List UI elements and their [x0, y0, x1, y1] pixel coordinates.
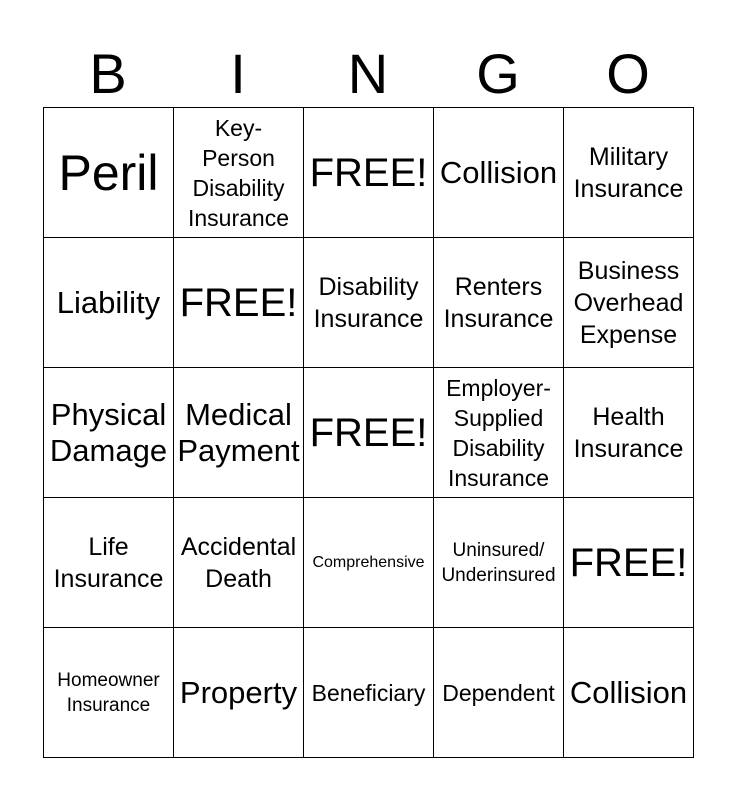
bingo-cell	[434, 108, 564, 238]
bingo-cell	[174, 238, 304, 368]
cell-text: Business Overhead Expense	[573, 256, 684, 349]
bingo-cell	[304, 238, 434, 368]
header-letter-b: B	[89, 42, 127, 105]
bingo-cell	[174, 108, 304, 238]
cell-text: FREE!	[309, 150, 428, 195]
cell-text: Beneficiary	[311, 679, 426, 706]
bingo-cell	[564, 238, 694, 368]
cell-text: Collision	[569, 674, 688, 710]
cell-text: Physical Damage	[49, 396, 168, 468]
cell-text: Comprehensive	[312, 553, 425, 571]
bingo-cell	[44, 238, 174, 368]
board-row	[44, 498, 694, 628]
cell-text: Disability Insurance	[313, 272, 424, 333]
bingo-cell	[44, 108, 174, 238]
cell-text: Property	[179, 674, 298, 710]
bingo-cell	[304, 108, 434, 238]
bingo-cell	[564, 368, 694, 498]
header-letter-g: G	[476, 42, 520, 105]
bingo-cell	[564, 628, 694, 758]
cell-text: Health Insurance	[573, 402, 684, 463]
bingo-cell	[564, 498, 694, 628]
bingo-cell	[174, 498, 304, 628]
cell-text: Employer- Supplied Disability Insurance	[446, 374, 551, 491]
bingo-cell	[304, 368, 434, 498]
board-row	[44, 628, 694, 758]
cell-text: Military Insurance	[573, 142, 684, 203]
board-row	[44, 368, 694, 498]
bingo-cell	[434, 368, 564, 498]
cell-text: Medical Payment	[177, 396, 300, 468]
cell-text: Life Insurance	[53, 532, 164, 593]
bingo-cell	[44, 368, 174, 498]
bingo-cell	[434, 498, 564, 628]
cell-text: FREE!	[309, 410, 428, 455]
header-letter-i: I	[230, 42, 246, 105]
bingo-cell	[434, 238, 564, 368]
cell-text: Homeowner Insurance	[57, 669, 160, 716]
header-letter-o: O	[606, 42, 650, 105]
cell-text: Uninsured/ Underinsured	[441, 539, 556, 586]
bingo-cell	[304, 628, 434, 758]
cell-text: FREE!	[569, 540, 688, 585]
bingo-header	[43, 40, 693, 108]
cell-text: FREE!	[179, 280, 298, 325]
bingo-cell	[304, 498, 434, 628]
cell-text: Renters Insurance	[443, 272, 554, 333]
bingo-cell	[174, 628, 304, 758]
cell-text: Collision	[439, 154, 558, 190]
cell-text: Dependent	[442, 679, 555, 706]
bingo-cell	[434, 628, 564, 758]
cell-text: Accidental Death	[180, 532, 297, 593]
cell-text: Peril	[58, 144, 159, 201]
bingo-cell	[44, 498, 174, 628]
bingo-board	[43, 107, 694, 758]
board-row	[44, 108, 694, 238]
bingo-cell	[44, 628, 174, 758]
cell-text: Key- Person Disability Insurance	[187, 114, 289, 231]
cell-text: Liability	[56, 284, 161, 320]
board-row	[44, 238, 694, 368]
header-letter-n: N	[347, 42, 389, 105]
bingo-cell	[564, 108, 694, 238]
bingo-cell	[174, 368, 304, 498]
